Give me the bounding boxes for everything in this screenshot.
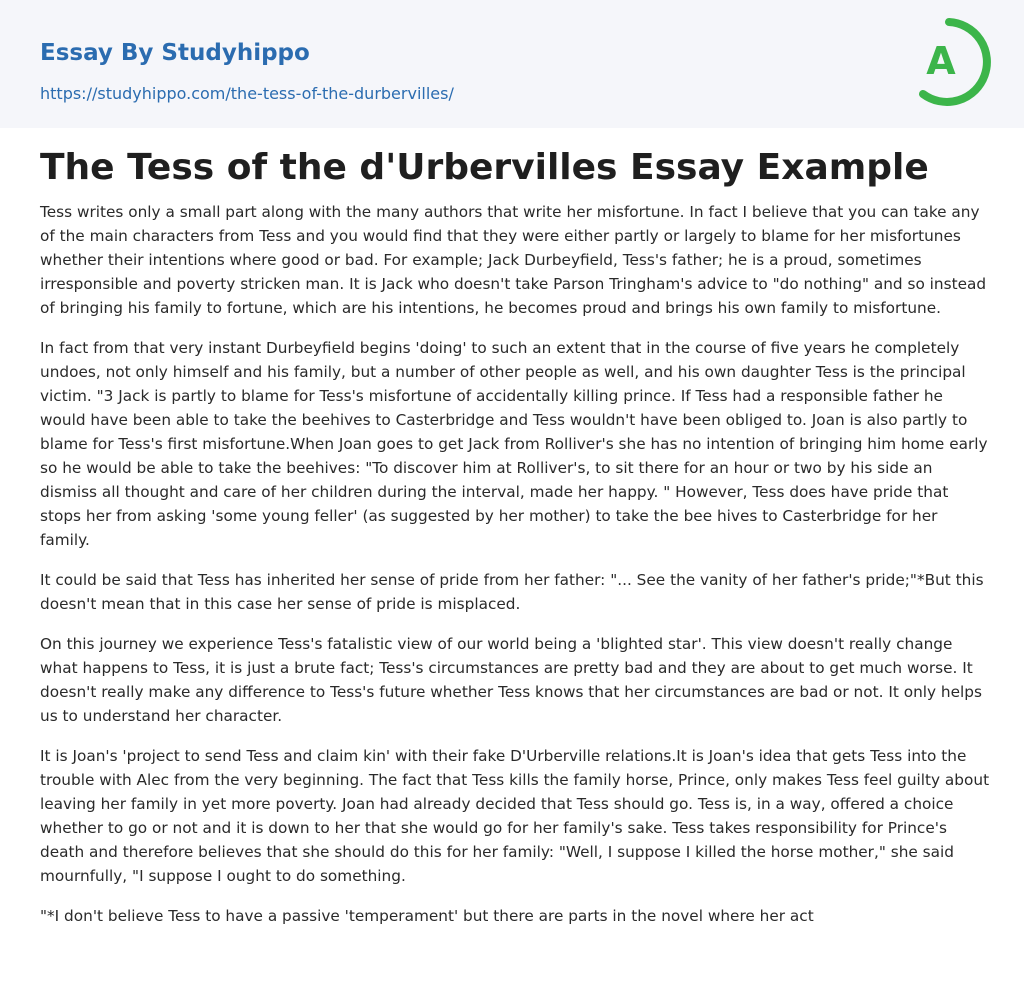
article-paragraph: In fact from that very instant Durbeyfield begins 'doing' to such an extent that in the course of five years he completely undoes, not only himself and his family, but a number of other people as well, and his own daughter Tess is the principal victim. "3 Jack is partly to blame for Tess's misfortune of accidentally killing prince. If Tess had a responsible father he would have been able to take the beehives to Casterbridge and Tess wouldn't have been obliged to. Joan is also partly to blame for Tess's first misfortune.When Joan goes to get Jack from Rolliver's she has no intention of bringing him home early so he would be able to take the beehives: "To discover him at Rolliver's, to sit there for an hour or two by his side an dismiss all thought and care of her children during the interval, made her happy. " However, Tess does have pride that stops her from asking 'some young feller' (as suggested by her mother) to take the bee hives to Casterbridge for her family. xyxy=(40,339,988,549)
article-paragraph: On this journey we experience Tess's fatalistic view of our world being a 'blighted star'. This view doesn't really change what happens to Tess, it is just a brute fact; Tess's circumstances are pretty bad and they are about to get much worse. It doesn't really make any difference to Tess's future whether Tess knows that her circumstances are bad or not. It only helps us to understand her character. xyxy=(40,635,982,725)
logo-letter: A xyxy=(926,39,956,83)
article-url-link[interactable]: https://studyhippo.com/the-tess-of-the-durbervilles/ xyxy=(40,84,454,103)
article-paragraph: It is Joan's 'project to send Tess and claim kin' with their fake D'Urberville relations.It is Joan's idea that gets Tess into the trouble with Alec from the very beginning. The fact that Tess kills the family horse, Prince, only makes Tess feel guilty about leaving her family in yet more poverty. Joan had already decided that Tess should go. Tess is, in a way, offered a choice whether to go or not and it is down to her that she would go for her family's sake. Tess takes responsibility for Prince's death and therefore believes that she should do this for her family: "Well, I suppose I killed the horse mother," she said mournfully, "I suppose I ought to do something. xyxy=(40,747,990,885)
studyhippo-logo-icon[interactable] xyxy=(907,16,991,108)
article xyxy=(40,140,990,944)
site-title-link[interactable]: Essay By Studyhippo xyxy=(40,40,310,66)
article-paragraph: It could be said that Tess has inherited her sense of pride from her father: "... See the vanity of her father's pride;"*But this doesn't mean that in this case her sense of pride is misplaced. xyxy=(40,571,984,613)
page-title: The Tess of the d'Urbervilles Essay Example xyxy=(40,147,929,188)
article-paragraph: Tess writes only a small part along with the many authors that write her misfortune. In fact I believe that you can take any of the main characters from Tess and you would find that they were either partly or largely to blame for her misfortunes whether their intentions where good or bad. For example; Jack Durbeyfield, Tess's father; he is a proud, sometimes irresponsible and poverty stricken man. It is Jack who doesn't take Parson Tringham's advice to "do nothing" and so instead of bringing his family to fortune, which are his intentions, he becomes proud and brings his own family to misfortune. xyxy=(40,203,987,317)
site-header xyxy=(0,0,1024,128)
article-paragraph: "*I don't believe Tess to have a passive 'temperament' but there are parts in the novel where her act xyxy=(40,907,814,925)
